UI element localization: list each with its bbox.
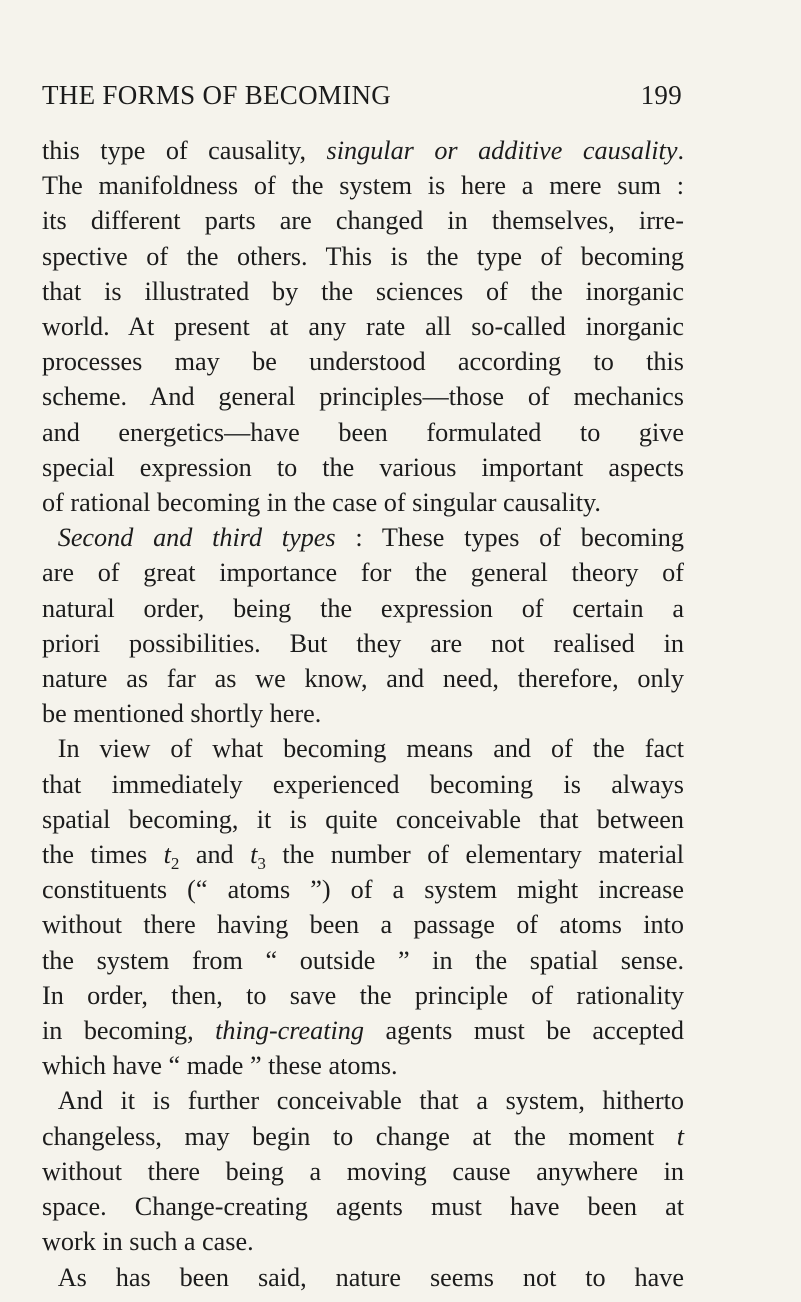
text-line: [42, 1154, 684, 1189]
text-line: [42, 696, 684, 731]
text-segment: in becoming,: [42, 1016, 216, 1046]
text-segment: this type of causality,: [42, 136, 327, 165]
text-segment: without there having been a passage of atoms into: [42, 910, 684, 940]
text-segment: work in such a case.: [42, 1227, 254, 1257]
text-line: [42, 661, 684, 696]
text-segment: the system from “ outside ” in the spatial sense.: [42, 945, 684, 975]
text-line: [42, 485, 684, 520]
text-segment: spective of the others. This is the type of becoming: [42, 241, 684, 271]
text-line: [42, 274, 684, 309]
text-line: [42, 203, 684, 238]
text-line: [42, 1013, 684, 1048]
text-segment: spatial becoming, it is quite conceivable that between: [42, 804, 684, 834]
text-line: [42, 239, 684, 274]
text-line: [42, 133, 684, 168]
text-segment: of rational becoming in the case of singular causality.: [42, 488, 601, 518]
text-segment: .: [677, 136, 684, 165]
text-line: [42, 591, 684, 626]
text-line: [42, 1119, 684, 1154]
text-line: [42, 731, 684, 766]
text-segment: natural order, being the expression of certain a: [42, 593, 684, 623]
text-segment: and energetics—have been formulated to give: [42, 417, 684, 447]
text-line: [42, 1083, 684, 1118]
text-line: [42, 344, 684, 379]
text-segment: : These types of becoming: [335, 523, 684, 553]
text-line: [42, 837, 684, 872]
text-segment: world. At present at any rate all so-called inorganic: [42, 312, 684, 342]
body-text: [42, 133, 684, 1295]
text-segment: In view of what becoming means and of the fact: [57, 734, 684, 764]
text-line: [42, 943, 684, 978]
text-segment: changeless, may begin to change at the moment: [42, 1121, 677, 1151]
text-segment: priori possibilities. But they are not realised in: [42, 628, 684, 658]
text-segment: nature as far as we know, and need, therefore, only: [42, 664, 684, 694]
text-line: [42, 802, 684, 837]
text-segment: without there being a moving cause anywhere in: [42, 1156, 684, 1186]
italic-text: Second and third types: [57, 523, 336, 553]
text-segment: As has been said, nature seems not to have: [57, 1262, 684, 1292]
text-line: [42, 907, 684, 942]
text-line: [42, 520, 684, 555]
running-header: [42, 80, 682, 111]
text-segment: scheme. And general principles—those of mechanics: [42, 382, 684, 412]
text-line: [42, 555, 684, 590]
text-line: [42, 379, 684, 414]
text-line: [42, 767, 684, 802]
text-line: [42, 309, 684, 344]
text-line: [42, 1048, 684, 1083]
text-segment: which have “ made ” these atoms.: [42, 1051, 398, 1081]
text-segment: are of great importance for the general theory of: [42, 558, 684, 588]
text-segment: the times: [42, 840, 164, 870]
text-segment: The manifoldness of the system is here a mere sum :: [42, 171, 684, 201]
text-line: [42, 450, 684, 485]
text-line: [42, 168, 684, 203]
text-segment: that is illustrated by the sciences of the inorganic: [42, 276, 684, 306]
text-segment: special expression to the various important aspects: [42, 452, 684, 482]
text-line: [42, 978, 684, 1013]
subscript: 3: [257, 854, 266, 874]
text-line: [42, 1224, 684, 1259]
text-line: [42, 415, 684, 450]
running-title: THE FORMS OF BECOMING: [42, 80, 392, 110]
text-segment: the number of elementary material: [265, 840, 684, 870]
text-segment: constituents (“ atoms ”) of a system might increase: [42, 875, 684, 905]
text-segment: processes may be understood according to this: [42, 347, 684, 377]
text-line: [42, 1260, 684, 1295]
text-segment: its different parts are changed in themselves, irre-: [42, 206, 684, 236]
italic-text: t: [676, 1121, 684, 1151]
text-segment: agents must be accepted: [363, 1016, 684, 1046]
text-line: [42, 1189, 684, 1224]
text-segment: and: [179, 840, 251, 870]
subscript: 2: [170, 854, 180, 874]
text-line: [42, 872, 684, 907]
text-segment: be mentioned shortly here.: [42, 699, 322, 729]
text-segment: space. Change-creating agents must have been at: [42, 1192, 684, 1222]
italic-text: thing-creating: [215, 1016, 364, 1046]
page-number: 199: [640, 80, 682, 110]
italic-text: singular or additive causality: [326, 136, 678, 165]
italic-text: t: [250, 840, 258, 870]
italic-text: t: [163, 840, 171, 870]
text-segment: that immediately experienced becoming is always: [42, 769, 684, 799]
text-segment: In order, then, to save the principle of rationality: [42, 980, 684, 1010]
text-line: [42, 626, 684, 661]
text-segment: And it is further conceivable that a system, hitherto: [57, 1086, 684, 1116]
